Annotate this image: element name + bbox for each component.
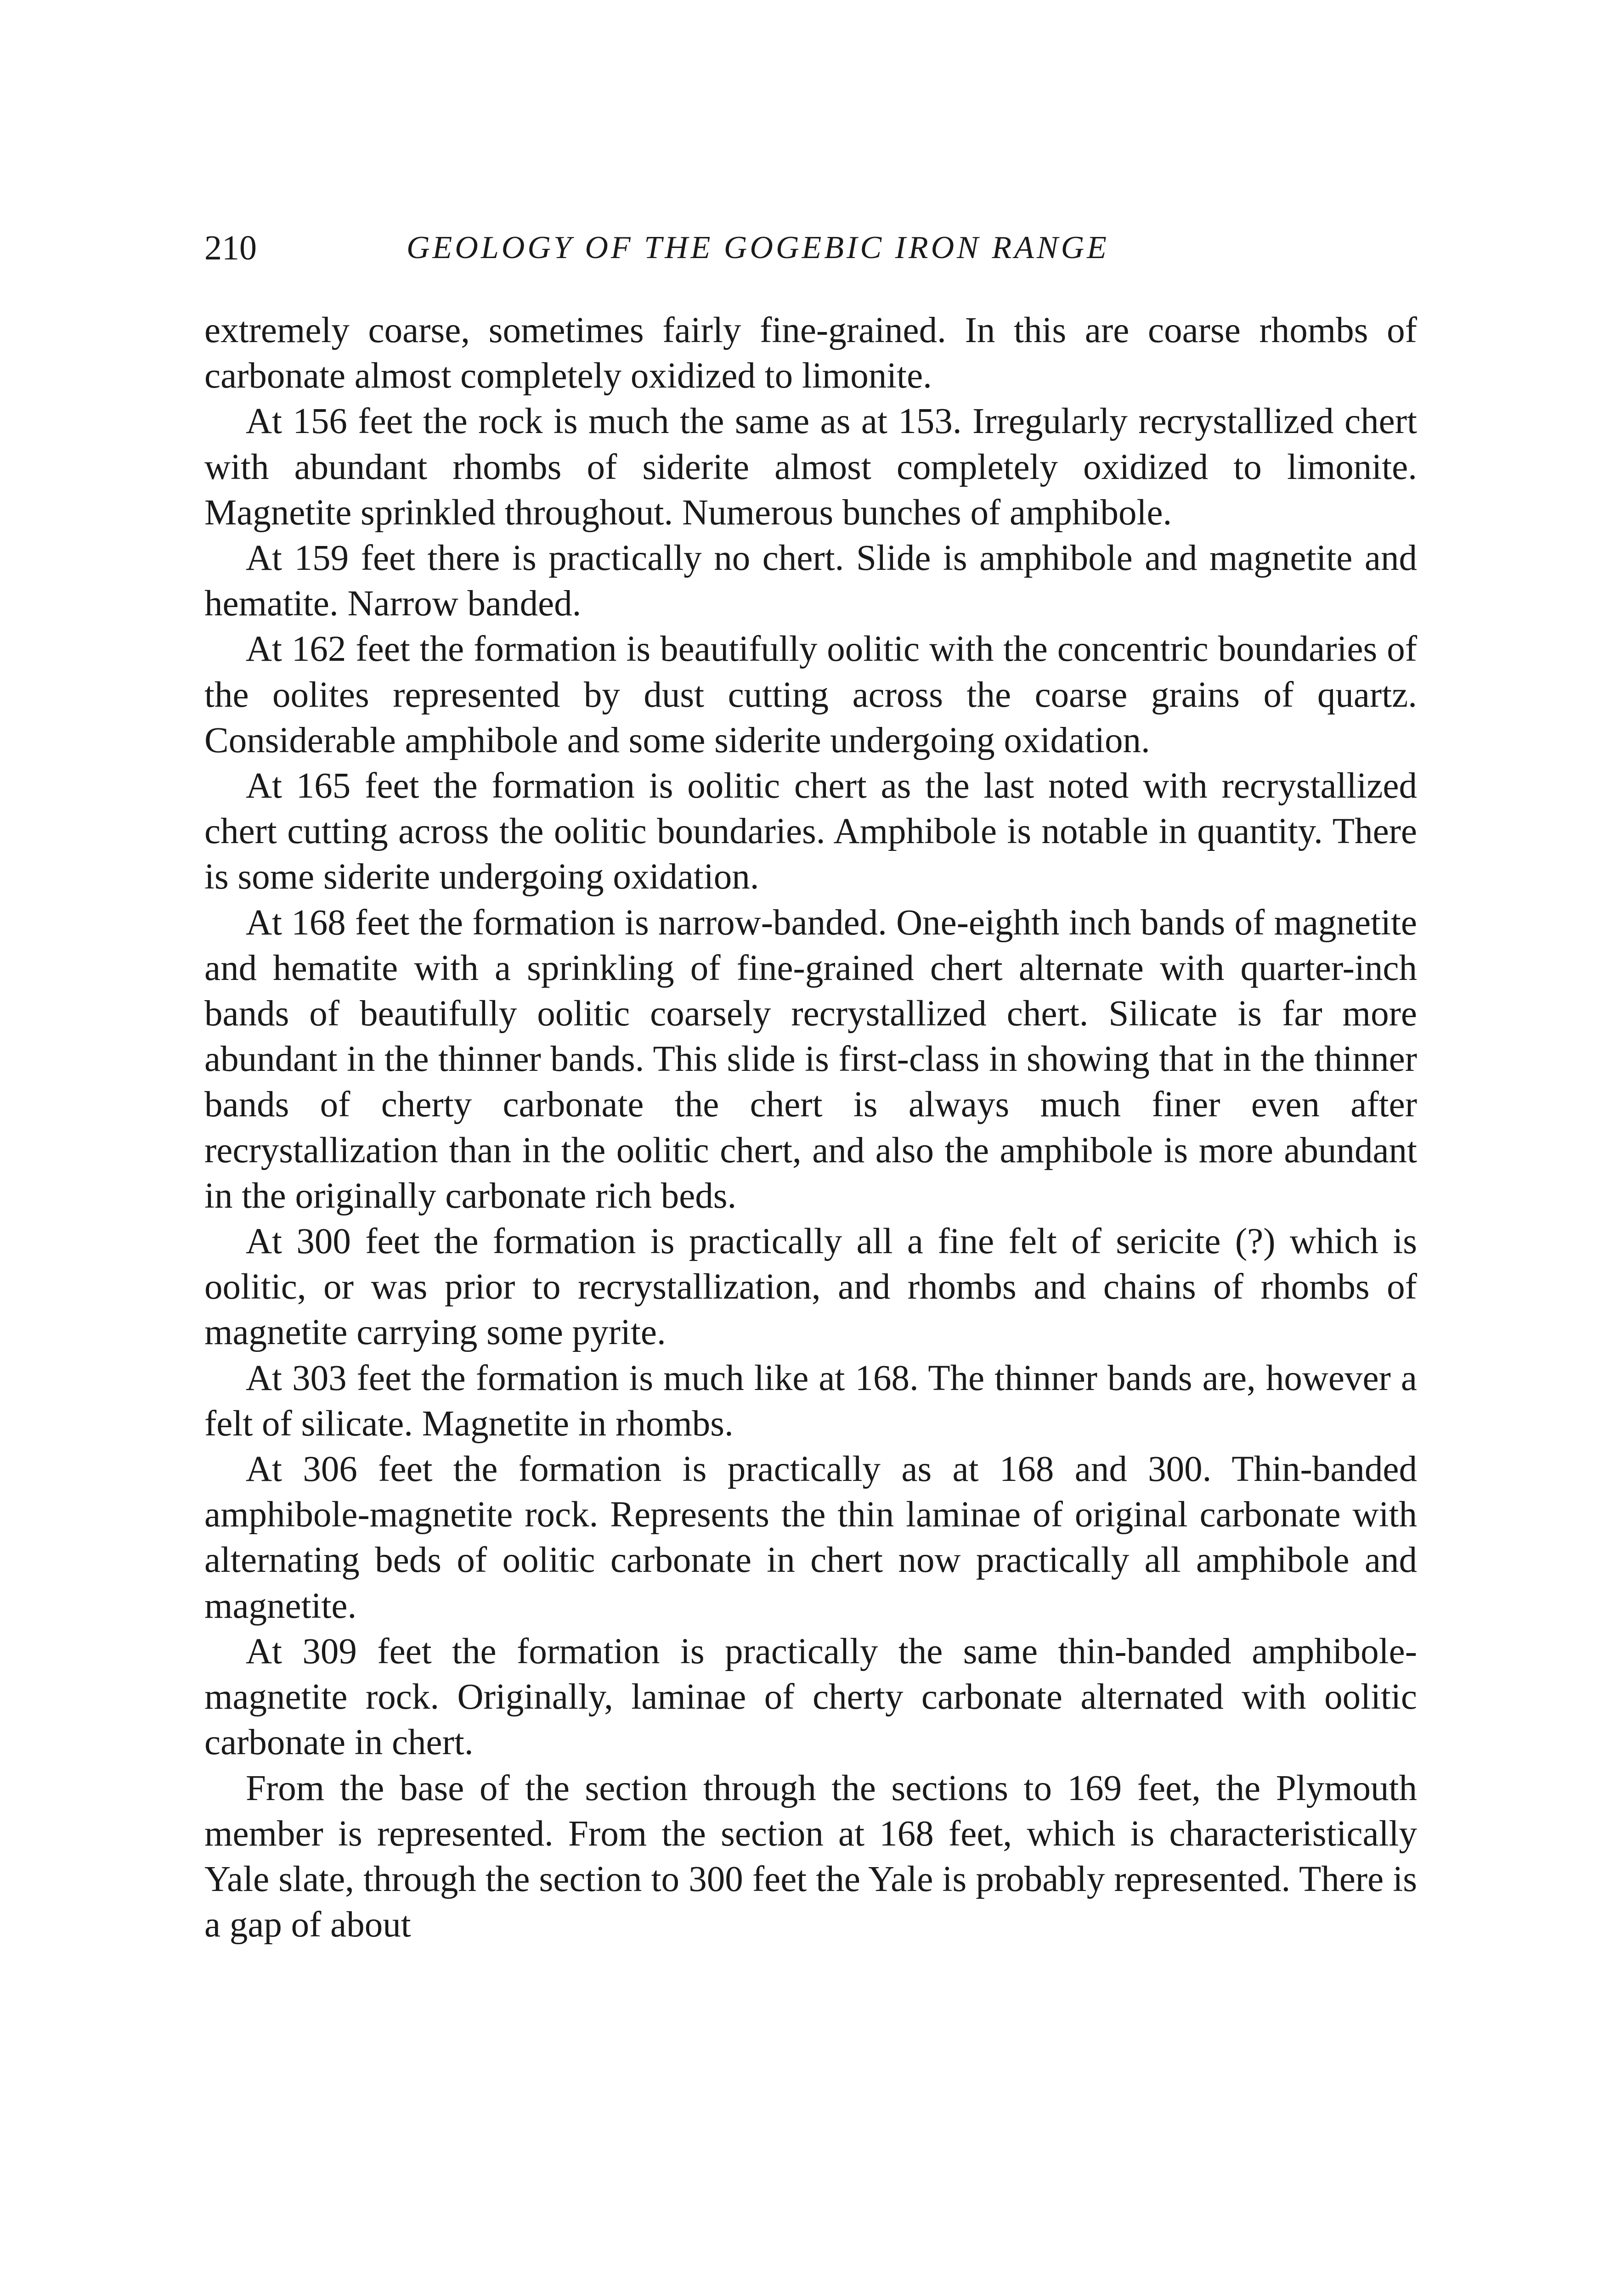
paragraph-159-feet: At 159 feet there is practically no chert. Slide is amphibole and magnetite and hematite. Narrow banded. (204, 538, 1417, 624)
body-text (204, 308, 1417, 1947)
paragraph-165-feet: At 165 feet the formation is oolitic chert as the last noted with recrystallized chert cutting across the oolitic boundaries. Amphibole is notable in quantity. There is some siderite undergoing oxidation. (204, 766, 1417, 897)
paragraph-continuation: extremely coarse, sometimes fairly fine-grained. In this are coarse rhombs of carbonate almost completely oxidized to limonite. (204, 310, 1417, 396)
paragraph-168-feet: At 168 feet the formation is narrow-banded. One-eighth inch bands of magnetite and hematite with a sprinkling of fine-grained chert alternate with quarter-inch bands of beautifully oolitic coarsely recrystallized chert. Silicate is far more abundant in the thinner bands. This slide is first-class in showing that in the thinner bands of cherty carbonate the chert is always much finer even after recrystallization than in the oolitic chert, and also the amphibole is more abundant in the originally carbonate rich beds. (204, 902, 1417, 1216)
running-head: GEOLOGY OF THE GOGEBIC IRON RANGE (407, 230, 1109, 265)
paragraph-306-feet: At 306 feet the formation is practically as at 168 and 300. Thin-banded amphibole-magnetite rock. Represents the thin laminae of original carbonate with alternating beds of oolitic carbonate in chert now practically all amphibole and magnetite. (204, 1449, 1417, 1626)
paragraph-162-feet: At 162 feet the formation is beautifully oolitic with the concentric boundaries of the oolites represented by dust cutting across the coarse grains of quartz. Considerable amphibole and some siderite undergoing oxidation. (204, 629, 1417, 760)
paragraph-300-feet: At 300 feet the formation is practically all a fine felt of sericite (?) which is oolitic, or was prior to recrystallization, and rhombs and chains of rhombs of magnetite carrying some pyrite. (204, 1221, 1417, 1353)
paragraph-309-feet: At 309 feet the formation is practically the same thin-banded amphibole-magnetite rock. Originally, laminae of cherty carbonate alternated with oolitic carbonate in chert. (204, 1631, 1417, 1763)
paragraph-303-feet: At 303 feet the formation is much like at 168. The thinner bands are, however a felt of silicate. Magnetite in rhombs. (204, 1358, 1417, 1444)
paragraph-summary: From the base of the section through the sections to 169 feet, the Plymouth member is represented. From the section at 168 feet, which is characteristically Yale slate, through the section to 300 feet the Yale is probably represented. There is a gap of about (204, 1768, 1417, 1945)
page-header (204, 220, 1417, 276)
page-number: 210 (204, 229, 257, 267)
paragraph-156-feet: At 156 feet the rock is much the same as at 153. Irregularly recrystallized chert with abundant rhombs of siderite almost completely oxidized to limonite. Magnetite sprinkled throughout. Numerous bunches of amphibole. (204, 401, 1417, 533)
